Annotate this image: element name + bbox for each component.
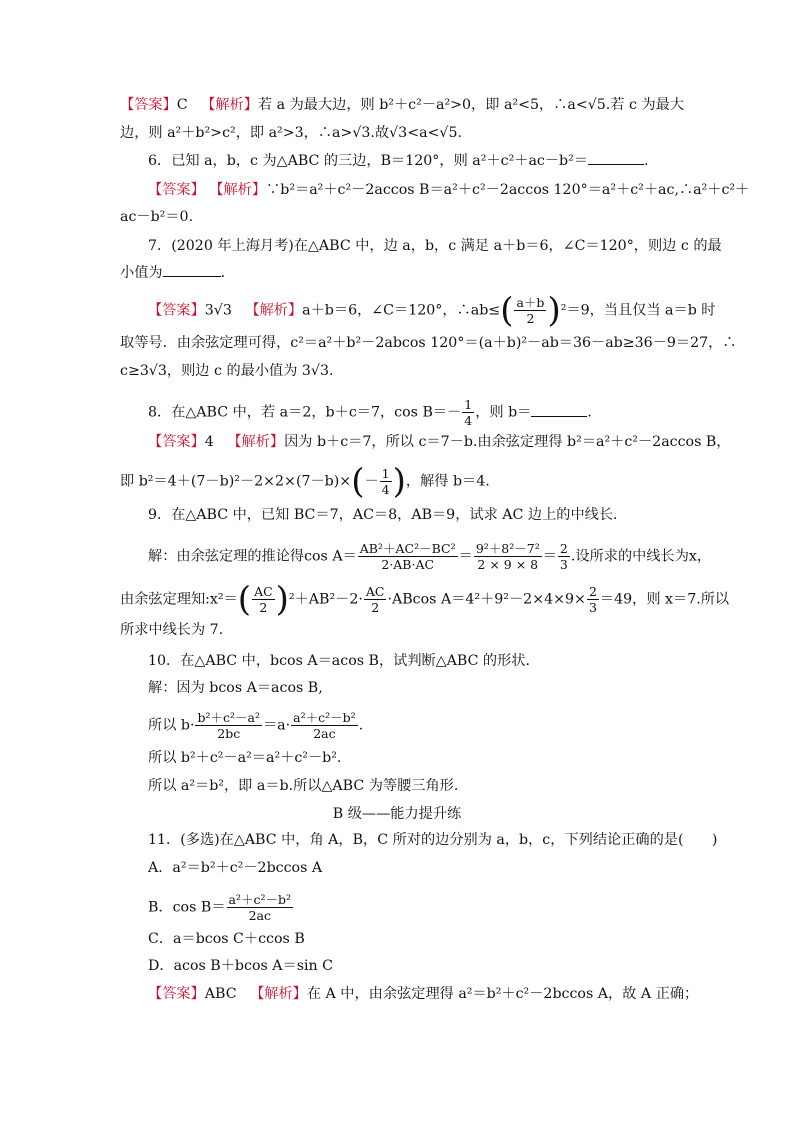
right-paren: ) <box>275 579 289 620</box>
q9-solution-line-2: 由余弦定理知:x²＝( $\frac{AC}{2}$ )²＋AB²－2· $\frac{AC}{2}$ ·ABcos A＝4²＋9²－2×4×9× $\frac{2}{3}$ ＝49，则 x＝7.所以 <box>120 579 730 620</box>
analysis-tag: 【解析】 <box>250 986 307 1002</box>
q9-solution-line-1: 解：由余弦定理的推论得cos A＝ $\frac{\text{AB²＋AC²－BC²}}{2\cdot AB\cdot AC}$ ＝ $\frac{\text{9²＋8²－7²}}{2 \times 9 \times 8}$ ＝ $\frac{2}{3}$ .设所求的中线长为x， <box>148 541 712 572</box>
q9-solution-line-3: 所求中线长为 7. <box>120 622 224 638</box>
q8-answer-line-2: 即 b²＝4＋(7－b)²－2×2×(7－b)×(－ $\frac{1}{4}$ )，解得 b＝4. <box>120 461 490 502</box>
q11-question: 11．(多选)在△ABC 中，角 A，B，C 所对的边分别为 a，b，c，下列结论正确的是( ) <box>148 832 718 848</box>
answer-tag: 【答案】 <box>120 97 177 113</box>
answer-blank <box>531 404 587 417</box>
q10-solution-line-3: 所以 b²＋c²－a²＝a²＋c²－b². <box>148 750 342 766</box>
q5-answer-line-2: 边，则 a²＋b²>c²，即 a²>3，∴a>√3.故√3<a<√5. <box>120 125 463 141</box>
answer-tag: 【答案】 <box>148 182 205 198</box>
analysis-tag: 【解析】 <box>201 97 258 113</box>
fraction: $\frac{AC}{2}$ <box>254 584 273 615</box>
fraction: $\frac{\text{a²＋c²－b²}}{2ac}$ <box>293 710 356 741</box>
left-paren: ( <box>237 579 252 620</box>
q11-option-d: D．acos B＋bcos A＝sin C <box>148 958 334 974</box>
left-paren: ( <box>351 461 365 502</box>
right-paren: ) <box>547 290 561 331</box>
q10-solution-line-2: 所以 b· $\frac{\text{b²＋c²－a²}}{2bc}$ ＝a· $\frac{\text{a²＋c²－b²}}{2ac}$ . <box>148 710 364 741</box>
analysis-tag: 【解析】 <box>227 434 285 450</box>
fraction: $\frac{2}{3}$ <box>588 584 597 615</box>
q5-answer-line-1: 【答案】C 【解析】若 a 为最大边，则 b²＋c²－a²>0，即 a²<5，∴a<√5.若 c 为最大 <box>120 97 685 113</box>
q7-answer-line-2: 取等号．由余弦定理可得，c²＝a²＋b²－2abcos 120°＝(a＋b)²－ab＝36－ab≥36－9＝27，∴ <box>120 335 737 351</box>
fraction: $\frac{2}{3}$ <box>559 541 568 572</box>
q7-answer-line-1: 【答案】3√3 【解析】a＋b＝6，∠C＝120°，∴ab≤( $\frac{a+b}{2}$ )²＝9，当且仅当 a＝b 时 <box>148 290 716 331</box>
analysis-tag: 【解析】 <box>209 182 267 198</box>
q7-question-line-1: 7．(2020 年上海月考)在△ABC 中，边 a，b，c 满足 a＋b＝6，∠C＝120°，则边 c 的最 <box>148 238 722 254</box>
q10-question: 10．在△ABC 中，bcos A＝acos B，试判断△ABC 的形状． <box>148 653 540 669</box>
q8-answer-line-1: 【答案】4 【解析】因为 b＋c＝7，所以 c＝7－b.由余弦定理得 b²＝a²＋c²－2accos B， <box>148 434 731 450</box>
q7-answer-line-3: c≥3√3，则边 c 的最小值为 3√3. <box>120 363 334 379</box>
fraction: $\frac{1}{4}$ <box>464 397 473 428</box>
q11-option-a: A．a²＝b²＋c²－2bccos A <box>148 860 323 876</box>
right-paren: ) <box>392 461 406 502</box>
fraction: $\frac{\text{a²＋c²－b²}}{2ac}$ <box>228 892 292 923</box>
fraction: $\frac{AC}{2}$ <box>365 584 385 615</box>
analysis-tag: 【解析】 <box>245 302 303 319</box>
answer-blank <box>163 264 221 277</box>
fraction: $\frac{a+b}{2}$ <box>516 295 545 326</box>
q11-option-b: B．cos B＝ $\frac{\text{a²＋c²－b²}}{2ac}$ <box>148 892 292 923</box>
answer-blank <box>588 152 644 165</box>
answer-tag: 【答案】 <box>148 986 205 1002</box>
q10-solution-line-4: 所以 a²＝b²，即 a＝b.所以△ABC 为等腰三角形. <box>148 778 459 794</box>
q11-answer-line-1: 【答案】ABC 【解析】在 A 中，由余弦定理得 a²＝b²＋c²－2bccos A，故 A 正确； <box>148 986 699 1002</box>
fraction: $\frac{\text{b²＋c²－a²}}{2bc}$ <box>197 710 260 741</box>
section-heading: B 级——能力提升练 <box>332 806 462 822</box>
answer-tag: 【答案】 <box>148 302 205 319</box>
q11-option-c: C．a＝bcos C＋ccos B <box>148 931 305 947</box>
fraction: $\frac{\text{AB²＋AC²－BC²}}{2\cdot AB\cdot AC}$ <box>359 541 456 572</box>
q10-solution-line-1: 解：因为 bcos A＝acos B, <box>148 680 323 696</box>
q8-question: 8．在△ABC 中，若 a＝2，b＋c＝7，cos B＝－ $\frac{1}{4}$ ，则 b＝ . <box>148 397 592 428</box>
q6-question: 6．已知 a，b，c 为△ABC 的三边，B＝120°，则 a²＋c²＋ac－b²＝ . <box>148 153 649 169</box>
left-paren: ( <box>500 290 514 331</box>
fraction: $\frac{\text{9²＋8²－7²}}{2 \times 9 \times 8}$ <box>475 541 540 572</box>
q7-question-line-2: 小值为 . <box>120 265 226 281</box>
answer-tag: 【答案】 <box>148 434 205 450</box>
fraction: $\frac{1}{4}$ <box>381 466 390 497</box>
q6-answer-line-1: 【答案】 【解析】∵b²＝a²＋c²－2accos B＝a²＋c²－2accos 120°＝a²＋c²＋ac,∴a²＋c²＋ <box>148 182 750 198</box>
q9-question: 9．在△ABC 中，已知 BC＝7，AC＝8，AB＝9，试求 AC 边上的中线长． <box>148 507 628 523</box>
q6-answer-line-2: ac－b²＝0. <box>120 209 194 225</box>
